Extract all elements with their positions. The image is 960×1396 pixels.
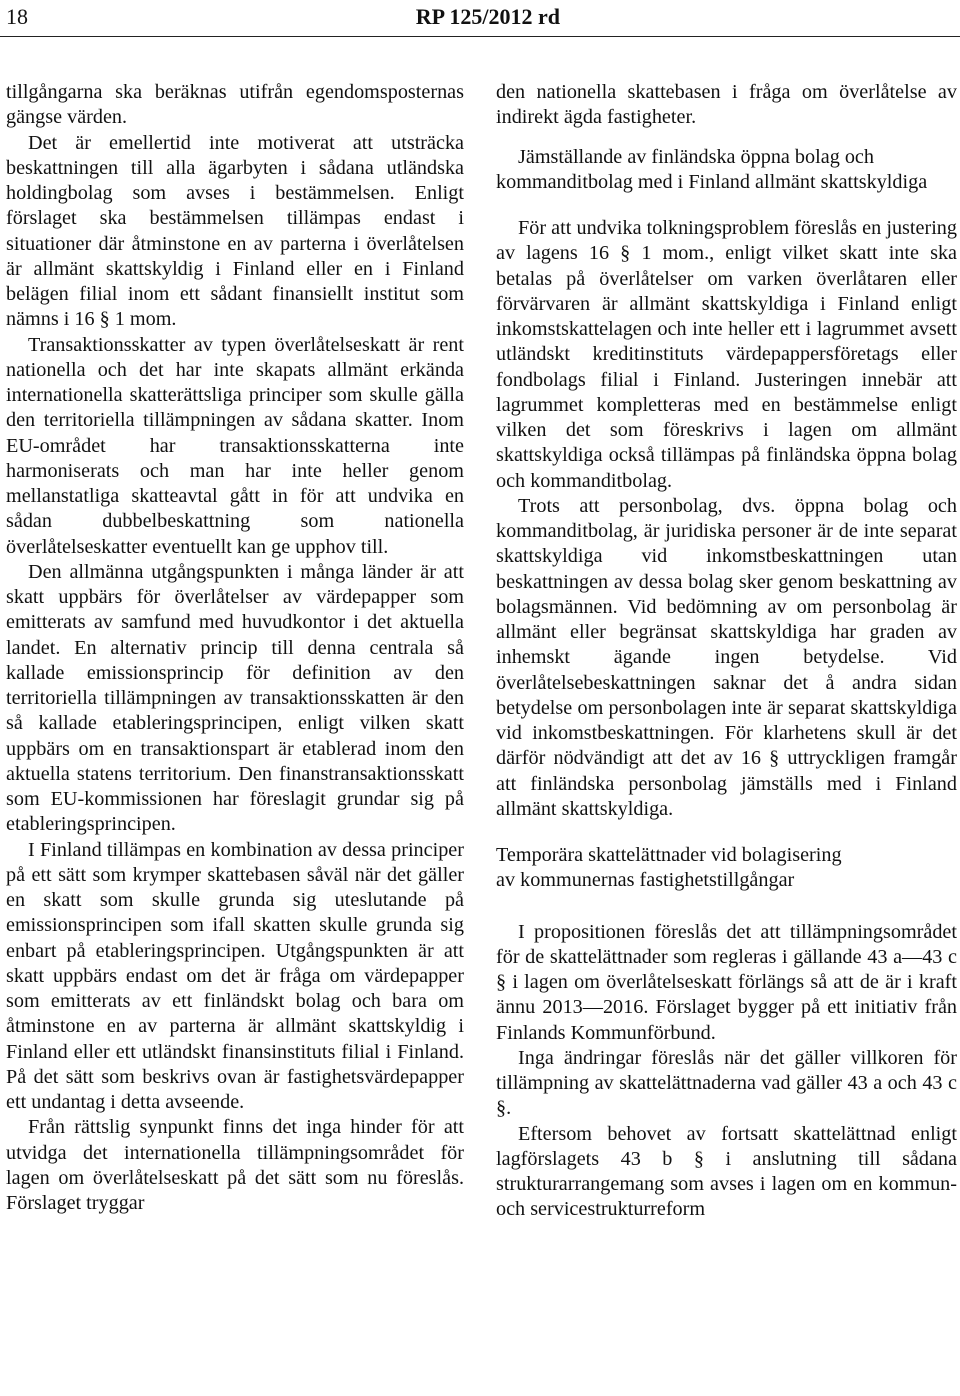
paragraph: Trots att personbolag, dvs. öppna bolag och kommanditbolag, är juridiska personer är de inte separat skattskyldiga vid inkomstbeskattningen utan beskattningen av dessa bolag sker genom beskattning av bolagsmännen. Vid bedömning av om personbolag är allmänt eller begränsat skattskyldiga har graden av inhemskt ägande ingen betydelse. Vid överlåtelsebeskattningen saknar det å andra sidan betydelse om personbolagen inte är separat skattskyldiga vid inkomstbeskattningen. För klarhetens skull är det därför nödvändigt att det av 16 § uttryckligen framgår att finländska personbolag jämställs med i Finland allmänt skattskyldiga. bbox=[496, 494, 957, 820]
page-number: 18 bbox=[6, 4, 28, 29]
left-column bbox=[6, 80, 464, 1216]
paragraph: Inga ändringar föreslås när det gäller villkoren för tillämpning av skattelättnaderna vad gäller 43 a och 43 c §. bbox=[496, 1046, 957, 1120]
paragraph: Transaktionsskatter av typen överlåtelseskatt är rent nationella och det har inte skapats allmänt erkända internationella skatterättsliga principer som skulle gälla den territoriella tillämpningen av sådana skatter. Inom EU-området har transaktionsskatterna inte harmoniserats och man har inte heller genom mellanstatliga skatteavtal gått in för att undvika en sådan dubbelbeskattning som nationella överlåtelseskatter eventuellt kan ge upphov till. bbox=[6, 333, 464, 558]
paragraph: Den allmänna utgångspunkten i många länder är att skatt uppbärs för överlåtelser av värdepapper som emitterats av samfund med huvudkontor i det aktuella landet. En alternativ princip till denna centrala så kallade emissionsprincip för definition av den territoriella tillämpningen av transaktionsskatten är den så kallade etableringsprincipen, enligt vilken skatt uppbärs om en transaktionspart är etablerad inom den aktuella statens territorium. Den finanstransaktionsskatt som EU-kommissionen har föreslagit grundar sig på etableringsprincipen. bbox=[6, 560, 464, 836]
paragraph: tillgångarna ska beräknas utifrån egendomsposternas gängse värden. bbox=[6, 81, 464, 129]
paragraph: den nationella skattebasen i fråga om överlåtelse av indirekt ägda fastigheter. bbox=[496, 81, 957, 129]
paragraph: Det är emellertid inte motiverat att utsträcka beskattningen till alla ägarbyten i sådana utländska holdingbolag som avses i bestämmelsen. Enligt förslaget ska bestämmelsen tillämpas endast i situationer där åtminstone en av parterna i överlåtelsen är allmänt skattskyldig i Finland eller en i Finland belägen filial inom ett sådant finansiellt institut som nämns i 16 § 1 mom. bbox=[6, 131, 464, 331]
paragraph: Från rättslig synpunkt finns det inga hinder för att utvidga det internationella tillämpningsområdet för lagen om överlåtelseskatt på det sätt som nu föreslås. Förslaget tryggar bbox=[6, 1116, 464, 1214]
right-column bbox=[496, 80, 957, 1223]
section-heading-line: av kommunernas fastighetstillgångar bbox=[496, 869, 795, 892]
paragraph: Eftersom behovet av fortsatt skattelättnad enligt lagförslagets 43 b § i anslutning till sådana strukturarrangemang som avses i lagen om en kommun- och servicestrukturreform bbox=[496, 1122, 957, 1221]
section-heading-line: Temporära skattelättnader vid bolagisering bbox=[496, 844, 842, 866]
paragraph: För att undvika tolkningsproblem föreslås en justering av lagens 16 § 1 mom., enligt vilket skatt inte ska betalas på överlåtelser om varken överlåtaren eller förvärvaren är allmänt skattskyldiga i Finland enligt inkomstskattelagen och inte heller ett i lagrummet avsett utländskt kreditinstituts värdepappersföretags eller fondbolags filial i Finland. Justeringen innebär att lagrummet kompletteras med en bestämmelse enligt vilken det som föreskrivs i lagen om allmänt skattskyldiga också tillämpas på finländska öppna bolag och kommanditbolag. bbox=[496, 217, 957, 492]
paragraph: Jämställande av finländska öppna bolag och kommanditbolag med i Finland allmänt skattskyldiga bbox=[496, 145, 928, 193]
paragraph: I propositionen föreslås det att tillämpningsområdet för de skattelättnader som regleras i gällande 43 a—43 c § i lagen om överlåtelseskatt förlängs så att de är i kraft ännu 2013—2016. Förslaget bygger på ett initiativ från Finlands Kommunförbund. bbox=[496, 920, 957, 1044]
document-reference: RP 125/2012 rd bbox=[415, 4, 560, 29]
section-heading bbox=[496, 843, 957, 894]
page-header bbox=[0, 0, 960, 37]
paragraph: I Finland tillämpas en kombination av dessa principer på ett sätt som krymper skattebasen såväl när det gäller en skatt som skulle grunda sig uteslutande på emissionsprincipen som ifall skatten skulle grunda sig enbart på etableringsprincipen. Utgångspunkten är att skatt uppbärs endast om det är fråga om värdepapper som emitterats av ett finländskt bolag och bara om åtminstone en av parterna är allmänt skattskyldig i Finland eller ett utländskt finansinstituts filial i Finland. På det sätt som beskrivs ovan är fastighetsvärdepapper ett undantag i detta avseende. bbox=[6, 838, 464, 1113]
